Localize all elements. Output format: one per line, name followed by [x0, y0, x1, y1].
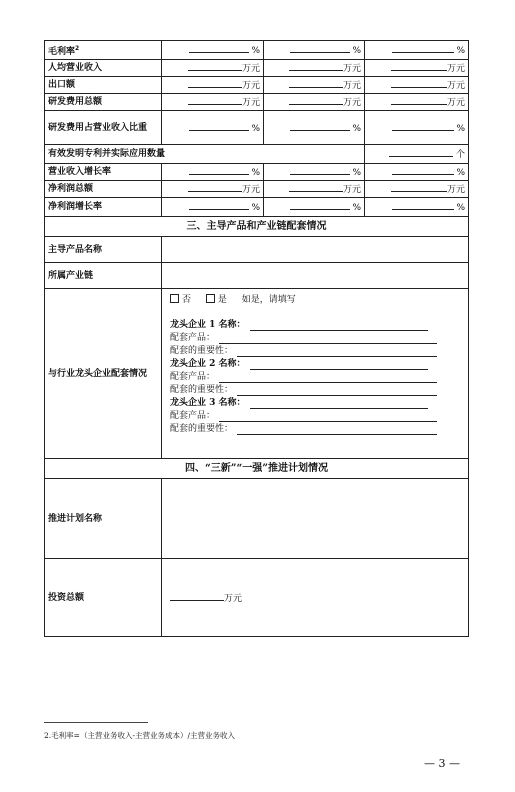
section-3-title: 三、主导产品和产业链配套情况 [45, 217, 469, 237]
metric-value-cell[interactable]: % [264, 41, 365, 60]
metric-row [45, 164, 469, 181]
section-3-header [45, 217, 469, 237]
industry-chain-row [45, 263, 469, 289]
leader-block [170, 396, 460, 435]
leader-name-line[interactable]: 龙头企业 2 名称： [170, 357, 460, 370]
investment-unit: 万元 [224, 593, 243, 604]
metric-label: 研发费用占营业收入比重 [45, 111, 162, 145]
metric-row [45, 60, 469, 77]
metric-value-cell[interactable]: % [162, 111, 264, 145]
patent-label: 有效发明专利并实际应用数量 [45, 145, 365, 164]
metric-value-cell[interactable]: 万元 [162, 60, 264, 77]
metric-value-cell[interactable]: % [365, 111, 469, 145]
metric-value-cell[interactable]: % [264, 164, 365, 181]
metric-value-cell[interactable]: % [264, 198, 365, 217]
cooperation-row [45, 289, 469, 459]
metric-row [45, 94, 469, 111]
metric-value-cell[interactable]: % [162, 41, 264, 60]
metric-label: 净利润增长率 [45, 198, 162, 217]
metric-label: 营业收入增长率 [45, 164, 162, 181]
leader-product-line[interactable]: 配套产品： [170, 370, 460, 383]
leader-block [170, 318, 460, 357]
leader-importance-line[interactable]: 配套的重要性： [170, 344, 460, 357]
metric-value-cell[interactable]: % [365, 41, 469, 60]
industry-chain-label: 所属产业链 [45, 263, 162, 289]
plan-name-field[interactable] [162, 479, 469, 559]
metric-label: 出口额 [45, 77, 162, 94]
metric-value-cell[interactable]: 万元 [264, 77, 365, 94]
plan-name-label: 推进计划名称 [45, 479, 162, 559]
metric-value-cell[interactable]: % [162, 198, 264, 217]
footnote-rule [44, 722, 148, 723]
leader-importance-line[interactable]: 配套的重要性： [170, 422, 460, 435]
cooperation-field [162, 289, 469, 459]
metric-row [45, 77, 469, 94]
leader-importance-line[interactable]: 配套的重要性： [170, 383, 460, 396]
main-product-field[interactable] [162, 237, 469, 263]
checkbox-yes[interactable] [206, 294, 215, 303]
checkbox-no[interactable] [170, 294, 179, 303]
application-form-table [44, 40, 469, 637]
patent-row [45, 145, 469, 164]
investment-row [45, 559, 469, 637]
main-product-row [45, 237, 469, 263]
metric-value-cell[interactable]: 万元 [264, 94, 365, 111]
cooperation-label: 与行业龙头企业配套情况 [45, 289, 162, 459]
metric-value-cell[interactable]: % [365, 198, 469, 217]
metric-row [45, 198, 469, 217]
plan-name-row [45, 479, 469, 559]
metric-value-cell[interactable]: 万元 [162, 94, 264, 111]
section-4-title: 四、“三新”“一强”推进计划情况 [45, 459, 469, 479]
leader-product-line[interactable]: 配套产品： [170, 331, 460, 344]
leader-name-line[interactable]: 龙头企业 3 名称： [170, 396, 460, 409]
leader-product-line[interactable]: 配套产品： [170, 409, 460, 422]
option-hint: 如是，请填写 [241, 295, 296, 305]
investment-label: 投资总额 [45, 559, 162, 637]
metric-row [45, 41, 469, 60]
metric-value-cell[interactable]: % [264, 111, 365, 145]
metric-label: 毛利率$^2$ [45, 41, 162, 60]
metric-value-cell[interactable]: % [365, 164, 469, 181]
investment-field[interactable] [162, 559, 469, 637]
leader-name-line[interactable]: 龙头企业 1 名称： [170, 318, 460, 331]
option-yes[interactable]: 是 [206, 294, 227, 306]
metric-label: 净利润总额 [45, 181, 162, 198]
metric-value-cell[interactable]: 万元 [365, 77, 469, 94]
footnote: 2.毛利率=（主营业务收入-主营业务成本）/主营业务收入 [44, 731, 235, 740]
metric-value-cell[interactable]: 万元 [162, 181, 264, 198]
main-product-label: 主导产品名称 [45, 237, 162, 263]
option-no[interactable]: 否 [170, 294, 191, 306]
patent-value-cell[interactable]: 个 [365, 145, 469, 164]
section-4-header [45, 459, 469, 479]
metric-value-cell[interactable]: 万元 [365, 94, 469, 111]
metric-row [45, 181, 469, 198]
yes-no-options [170, 294, 460, 306]
metric-value-cell[interactable]: 万元 [365, 181, 469, 198]
metric-value-cell[interactable]: 万元 [162, 77, 264, 94]
metric-value-cell[interactable]: 万元 [365, 60, 469, 77]
metric-value-cell[interactable]: 万元 [264, 181, 365, 198]
leader-block [170, 357, 460, 396]
metric-value-cell[interactable]: 万元 [264, 60, 365, 77]
industry-chain-field[interactable] [162, 263, 469, 289]
metric-value-cell[interactable]: % [162, 164, 264, 181]
metric-label: 人均营业收入 [45, 60, 162, 77]
metric-row [45, 111, 469, 145]
metric-label: 研发费用总额 [45, 94, 162, 111]
page-number: — 3 — [424, 757, 460, 770]
